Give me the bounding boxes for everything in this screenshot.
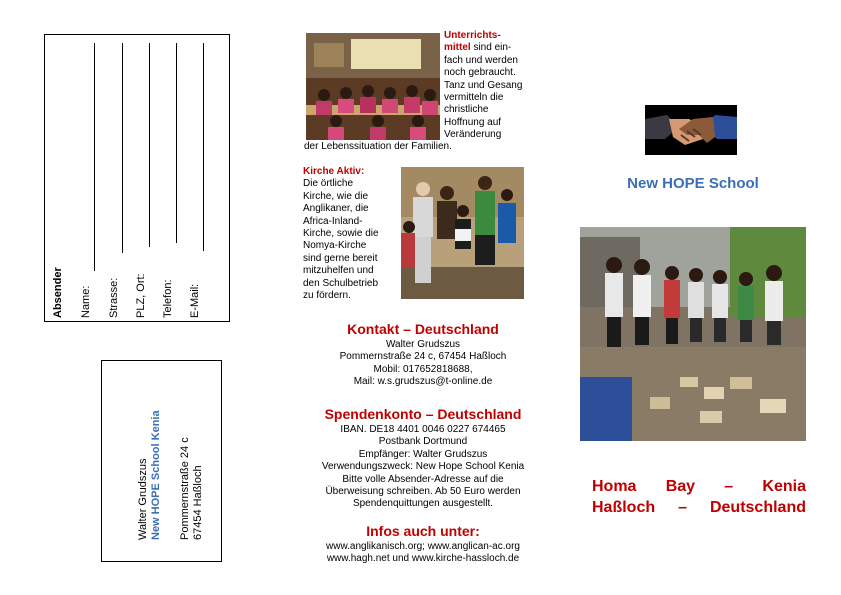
contact-line: Mail: w.s.grudszus@t-online.de <box>353 376 493 388</box>
school-children-photo-illustration <box>580 227 806 441</box>
teaching-line: Tanz und Gesang <box>444 79 523 91</box>
street-label: Strasse: <box>108 277 120 318</box>
church-line: sind gerne bereit <box>303 252 378 264</box>
location-line-kenya <box>592 478 806 496</box>
location-dash: – <box>678 499 687 516</box>
name-line <box>94 43 95 271</box>
teaching-line: Hoffnung auf <box>444 116 502 128</box>
church-line: Kirche, wie die <box>303 190 369 202</box>
location-word: Haßloch <box>592 499 656 516</box>
church-photo-illustration <box>401 167 524 299</box>
church-photo <box>401 167 524 299</box>
location-word: Homa <box>592 478 637 495</box>
teaching-line: fach und werden <box>444 54 518 66</box>
donation-line: Spendenquittungen ausgestellt. <box>352 498 494 510</box>
donation-line: Bitte volle Absender-Adresse auf die <box>342 473 504 485</box>
location-line-germany <box>592 499 806 517</box>
contact-line: Pommernstraße 24 c, 67454 Haßloch <box>339 351 507 363</box>
street-line <box>122 43 123 253</box>
donation-title: Spendenkonto – Deutschland <box>324 406 522 422</box>
sender-heading: Absender <box>52 267 64 318</box>
donation-line: Postbank Dortmund <box>378 436 468 448</box>
location-word: Kenia <box>762 478 806 495</box>
classroom-photo-illustration <box>306 33 440 140</box>
contact-section <box>298 320 548 389</box>
location-word: Deutschland <box>709 499 806 516</box>
church-line: den Schulbetrieb <box>303 277 379 289</box>
church-line: Nomya-Kirche <box>303 240 367 252</box>
email-line <box>203 43 204 251</box>
teaching-line: vermitteln die <box>444 92 504 104</box>
teaching-heading-line2: mittel <box>444 42 471 54</box>
church-line: Die örtliche <box>303 178 354 190</box>
location-word: Bay <box>665 478 696 495</box>
teaching-text-line2: sind ein- <box>470 42 512 54</box>
phone-label: Telefon: <box>162 279 174 318</box>
donation-line: IBAN. DE18 4401 0046 0227 674465 <box>340 424 506 435</box>
recipient-street: Pommernstraße 24 c <box>179 437 191 540</box>
location-dash: – <box>724 478 734 495</box>
school-title: New HOPE School <box>627 175 759 192</box>
church-line: mitzuhelfen und <box>303 265 374 277</box>
city-line <box>149 43 150 247</box>
church-line: Africa-Inland- <box>303 215 363 227</box>
donation-line: Empfänger: Walter Grudszus <box>358 448 488 460</box>
teaching-line: noch gebraucht. <box>444 67 516 79</box>
school-children-photo <box>580 227 806 441</box>
info-line: www.anglikanisch.org; www.anglican-ac.org <box>326 541 520 552</box>
info-title: Infos auch unter: <box>366 523 480 539</box>
teaching-line: Veränderung <box>444 129 502 141</box>
handshake-icon <box>645 105 737 155</box>
teaching-heading-line1: Unterrichts- <box>444 30 501 41</box>
church-line: zu fördern. <box>303 290 351 302</box>
recipient-name: Walter Grudszus <box>137 458 149 540</box>
donation-line: Verwendungszweck: New Hope School Kenia <box>321 461 525 473</box>
classroom-photo <box>306 33 440 140</box>
recipient-city: 67454 Haßloch <box>192 465 204 540</box>
church-text <box>303 166 403 302</box>
info-section <box>298 522 548 566</box>
info-line: www.hagh.net und www.kirche-hassloch.de <box>326 553 520 565</box>
teaching-text <box>444 30 554 142</box>
contact-line: Mobil: 017652818688, <box>373 363 473 375</box>
donation-section <box>298 405 548 511</box>
city-label: PLZ, Ort: <box>135 273 147 318</box>
contact-line: Walter Grudszus <box>385 339 461 350</box>
teaching-line: christliche <box>444 104 489 116</box>
contact-title: Kontakt – Deutschland <box>347 321 499 337</box>
recipient-school: New HOPE School Kenia <box>150 410 162 540</box>
church-line: Kirche, sowie die <box>303 228 379 240</box>
email-label: E-Mail: <box>189 283 201 318</box>
donation-line: Überweisung schreiben. Ab 50 Euro werden <box>325 486 521 498</box>
church-line: Anglikaner, die <box>303 203 369 215</box>
phone-line <box>176 43 177 243</box>
name-label: Name: <box>80 285 92 318</box>
church-heading: Kirche Aktiv: <box>303 166 365 177</box>
teaching-last-line: der Lebenssituation der Familien. <box>304 141 452 152</box>
